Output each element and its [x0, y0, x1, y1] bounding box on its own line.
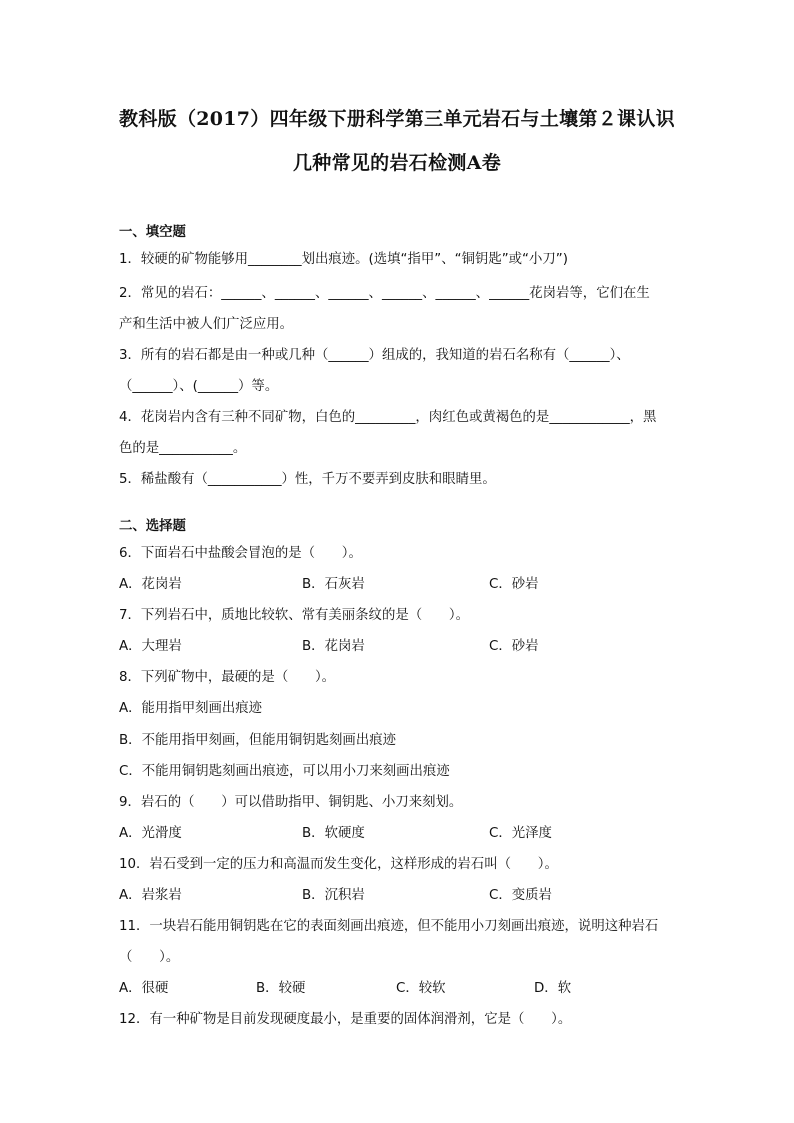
question-11-line-2: （ ）。 — [119, 950, 180, 965]
q11-option-d: D．软 — [534, 981, 572, 996]
question-12: 12．有一种矿物是目前发现硬度最小，是重要的固体润滑剂，它是（ ）。 — [119, 1012, 572, 1027]
q10-option-a: A．岩浆岩 — [119, 888, 182, 903]
q11-option-b: B．较硬 — [256, 981, 306, 996]
question-6: 6．下面岩石中盐酸会冒泡的是（ ）。 — [119, 546, 362, 561]
q7-option-b: B．花岗岩 — [302, 639, 365, 654]
q8-option-a: A．能用指甲刻画出痕迹 — [119, 701, 263, 716]
section-heading-multiple-choice: 二、选择题 — [119, 519, 186, 534]
question-4-line-1: 4．花岗岩内含有三种不同矿物，白色的_________，肉红色或黄褐色的是____________，黑 — [119, 410, 657, 425]
question-2-line-1: 2．常见的岩石：______、______、______、______、______、______花岗岩等，它们在生 — [119, 286, 650, 301]
q6-option-a: A．花岗岩 — [119, 577, 182, 592]
question-4-line-2: 色的是___________。 — [119, 441, 247, 456]
q7-option-a: A．大理岩 — [119, 639, 182, 654]
question-8: 8．下列矿物中，最硬的是（ ）。 — [119, 670, 336, 685]
question-5: 5．稀盐酸有（___________）性，千万不要弄到皮肤和眼睛里。 — [119, 472, 496, 487]
question-2-line-2: 产和生活中被人们广泛应用。 — [119, 317, 294, 332]
document-title-line-1: 教科版（2017）四年级下册科学第三单元岩石与土壤第２课认识 — [119, 108, 675, 130]
question-7: 7．下列岩石中，质地比较软、常有美丽条纹的是（ ）。 — [119, 608, 469, 623]
question-1: 1．较硬的矿物能够用________划出痕迹。(选填“指甲”、“铜钥匙”或“小刀”) — [119, 252, 568, 267]
q11-option-c: C．较软 — [396, 981, 446, 996]
q9-option-a: A．光滑度 — [119, 826, 182, 841]
q10-option-b: B．沉积岩 — [302, 888, 365, 903]
question-3-line-1: 3．所有的岩石都是由一种或几种（______）组成的，我知道的岩石名称有（______）、 — [119, 348, 630, 363]
q10-option-c: C．变质岩 — [489, 888, 552, 903]
q8-option-c: C．不能用铜钥匙刻画出痕迹，可以用小刀来刻画出痕迹 — [119, 764, 450, 779]
q7-option-c: C．砂岩 — [489, 639, 539, 654]
question-11-line-1: 11．一块岩石能用铜钥匙在它的表面刻画出痕迹，但不能用小刀刻画出痕迹，说明这种岩石 — [119, 919, 659, 934]
q6-option-c: C．砂岩 — [489, 577, 539, 592]
q11-option-a: A．很硬 — [119, 981, 169, 996]
q6-option-b: B．石灰岩 — [302, 577, 365, 592]
section-heading-fill-in: 一、填空题 — [119, 225, 186, 240]
q8-option-b: B．不能用指甲刻画，但能用铜钥匙刻画出痕迹 — [119, 733, 396, 748]
q9-option-c: C．光泽度 — [489, 826, 552, 841]
document-title-line-2: 几种常见的岩石检测A卷 — [292, 152, 502, 174]
question-10: 10．岩石受到一定的压力和高温而发生变化，这样形成的岩石叫（ ）。 — [119, 857, 558, 872]
q9-option-b: B．软硬度 — [302, 826, 365, 841]
question-3-line-2: （______）、(______）等。 — [119, 379, 279, 394]
question-9: 9．岩石的（ ）可以借助指甲、铜钥匙、小刀来刻划。 — [119, 795, 463, 810]
